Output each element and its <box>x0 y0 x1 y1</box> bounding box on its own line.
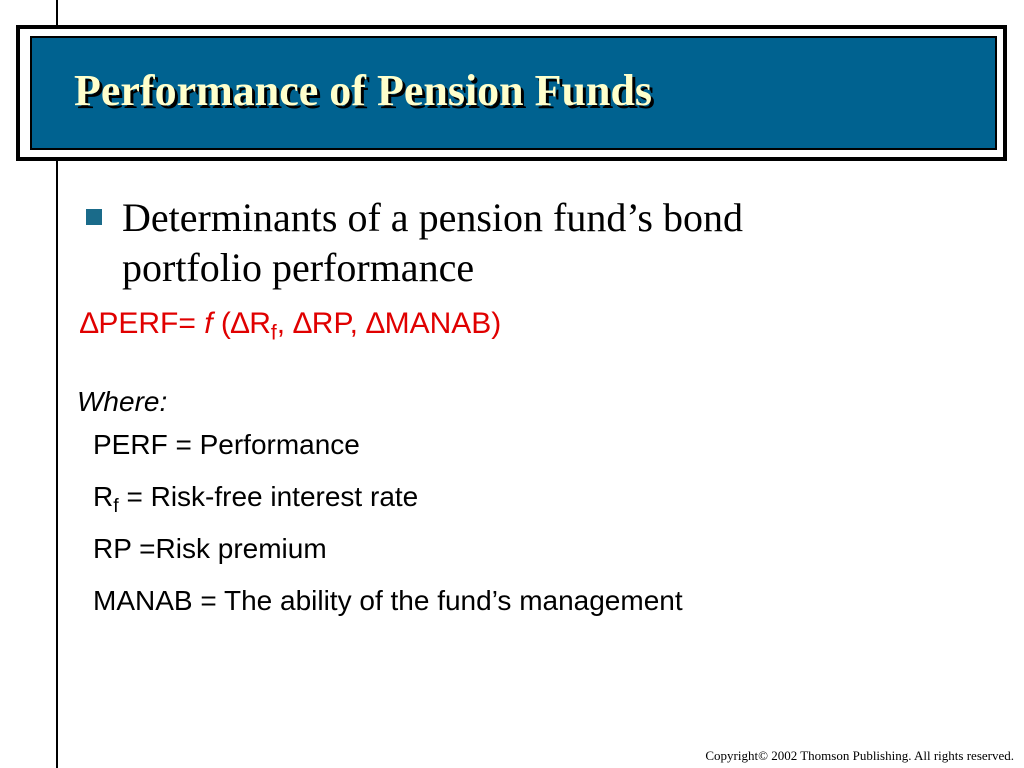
definitions-list <box>93 425 683 633</box>
definition-rf <box>93 477 683 529</box>
where-label: Where: <box>77 386 168 417</box>
definition-manab: MANAB = The ability of the fund’s management <box>93 585 683 616</box>
square-bullet-icon <box>86 209 102 225</box>
formula-lhs: ∆PERF= <box>80 307 205 340</box>
formula-rest: , ∆RP, ∆MANAB) <box>276 307 502 340</box>
definition-rf-text: = Risk-free interest rate <box>118 481 419 512</box>
definition-rf-symbol: R <box>93 481 114 512</box>
copyright-notice: Copyright© 2002 Thomson Publishing. All rights reserved. <box>705 748 1014 763</box>
formula-subscript: f <box>270 321 277 345</box>
definition-rp: RP =Risk premium <box>93 533 327 564</box>
formula <box>80 307 501 345</box>
definition-rf-subscript: f <box>113 494 119 517</box>
formula-open: (∆R <box>212 307 271 340</box>
definition-perf: PERF = Performance <box>93 429 360 460</box>
title-banner <box>16 25 1007 161</box>
bullet-text: Determinants of a pension fund’s bond portfolio performance <box>122 195 743 290</box>
formula-function: f <box>204 307 213 340</box>
slide-title: Performance of Pension Funds <box>74 66 653 115</box>
